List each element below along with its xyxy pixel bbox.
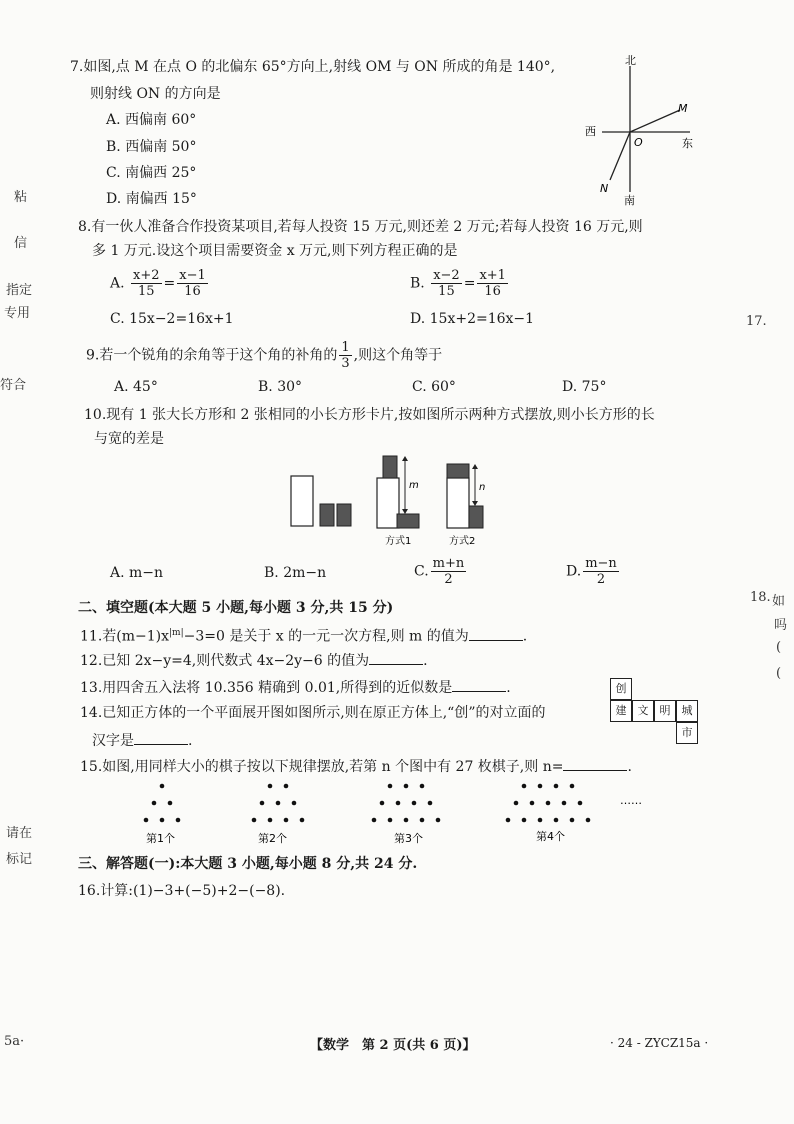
q9-option-c: C. 60° <box>412 379 456 395</box>
q8-text-line2: 多 1 万元.设这个项目需要资金 x 万元,则下列方程正确的是 <box>92 243 458 259</box>
east-label: 东 <box>682 137 693 150</box>
q7-direction-figure <box>580 52 700 212</box>
margin-char: 指定 <box>6 283 33 298</box>
margin-char: 5a· <box>4 1034 25 1049</box>
q9-option-b: B. 30° <box>258 379 303 395</box>
margin-char: 信 <box>14 236 28 251</box>
fraction: $\frac{m+n}{2}$ <box>432 556 465 587</box>
net-cell: 城 <box>676 700 698 722</box>
q14-text-line2: 汉字是 . <box>92 730 192 752</box>
south-label: 南 <box>624 194 635 207</box>
net-cell: 创 <box>610 678 632 700</box>
q10-option-c: C. $\frac{m+n}{2}$ <box>414 556 465 587</box>
option-label: B. <box>410 275 425 292</box>
caption-fig2: 第2个 <box>258 832 287 845</box>
q13-text: 13.用四舍五入法将 10.356 精确到 0.01,所得到的近似数是 . <box>80 677 511 699</box>
margin-char: 专用 <box>4 306 31 321</box>
caption-fig3: 第3个 <box>394 832 423 845</box>
ellipsis: …… <box>620 794 642 807</box>
n-label: N <box>600 182 609 195</box>
page-footer: 【数学 第 2 页(共 6 页)】 <box>310 1038 476 1053</box>
q8-option-d: D. 15x+2=16x−1 <box>410 311 535 327</box>
cube-net-figure <box>610 678 702 748</box>
section-3-heading: 三、解答题(一):本大题 3 小题,每小题 8 分,共 24 分. <box>78 856 418 872</box>
fraction: $\frac{x-1}{16}$ <box>179 268 206 299</box>
o-label: O <box>634 136 643 149</box>
q8-option-a: A. $\frac{x+2}{15}$ = $\frac{x-1}{16}$ <box>110 268 206 299</box>
fraction: $\frac{x+1}{16}$ <box>479 268 506 299</box>
exam-code: · 24 - ZYCZ15a · <box>610 1036 709 1050</box>
net-cell: 建 <box>610 700 632 722</box>
fraction: $\frac{x+2}{15}$ <box>133 268 160 299</box>
west-label: 西 <box>585 125 596 138</box>
q10-text-line2: 与宽的差是 <box>94 431 164 447</box>
margin-char: 请在 <box>6 826 33 841</box>
q7-option-c: C. 南偏西 25° <box>106 165 197 181</box>
answer-blank[interactable] <box>563 756 627 771</box>
margin-char: 标记 <box>6 852 33 867</box>
margin-char: ( <box>776 640 782 655</box>
q7-option-a: A. 西偏南 60° <box>106 112 197 128</box>
q10-option-b: B. 2m−n <box>264 565 327 581</box>
margin-char: ( <box>776 666 782 681</box>
caption-fig4: 第4个 <box>536 830 565 843</box>
q7-option-d: D. 南偏西 15° <box>106 191 197 207</box>
net-cell: 市 <box>676 722 698 744</box>
q10-text-line1: 10.现有 1 张大长方形和 2 张相同的小长方形卡片,按如图所示两种方式摆放,则小长方形的长 <box>84 407 655 423</box>
q9-option-d: D. 75° <box>562 379 607 395</box>
caption-method2: 方式2 <box>449 536 476 547</box>
margin-char: 吗 <box>774 618 788 633</box>
option-label: A. <box>110 275 125 292</box>
q11-text: 11.若$(m-1)x^{|m|}-3=0$ 是关于 x 的一元一次方程,则 m 的值为 . <box>80 622 527 648</box>
net-cell: 文 <box>632 700 654 722</box>
caption-method1: 方式1 <box>385 536 412 547</box>
fraction: $\frac{1}{3}$ <box>341 340 350 371</box>
q15-pattern-figure <box>140 778 660 850</box>
caption-fig1: 第1个 <box>146 832 175 845</box>
n-label: n <box>479 482 486 493</box>
q7-text-line1: 7.如图,点 M 在点 O 的北偏东 65°方向上,射线 OM 与 ON 所成的角是 140°, <box>70 59 556 75</box>
q14-text-line1: 14.已知正方体的一个平面展开图如图所示,则在原正方体上,“创”的对立面的 <box>80 705 546 721</box>
q7-option-b: B. 西偏南 50° <box>106 139 197 155</box>
q8-option-c: C. 15x−2=16x+1 <box>110 311 234 327</box>
q8-option-b: B. $\frac{x-2}{15}$ = $\frac{x+1}{16}$ <box>410 268 506 299</box>
margin-char: 符合 <box>0 378 27 393</box>
q15-text: 15.如图,用同样大小的棋子按以下规律摆放,若第 n 个图中有 27 枚棋子,则 n= . <box>80 756 632 778</box>
margin-char: 粘 <box>14 190 28 205</box>
q7-text-line2: 则射线 ON 的方向是 <box>90 86 221 102</box>
answer-blank[interactable] <box>469 626 523 641</box>
m-label: m <box>409 480 419 491</box>
q9-text: 9.若一个锐角的余角等于这个角的补角的 $\frac{1}{3}$ ,则这个角等于 <box>86 340 443 371</box>
q16-text: 16.计算:(1)−3+(−5)+2−(−8). <box>78 883 286 899</box>
fraction: $\frac{m-n}{2}$ <box>585 556 617 587</box>
net-cell: 明 <box>654 700 676 722</box>
q8-text-line1: 8.有一伙人准备合作投资某项目,若每人投资 15 万元,则还差 2 万元;若每人投资 16 万元,则 <box>78 219 643 235</box>
answer-blank[interactable] <box>369 650 423 665</box>
m-label: M <box>678 102 688 115</box>
q10-rectangle-figure <box>285 450 500 550</box>
margin-char: 18. <box>750 590 771 605</box>
margin-char: 如 <box>772 594 786 609</box>
q10-option-a: A. m−n <box>110 565 164 581</box>
q9-option-a: A. 45° <box>114 379 158 395</box>
q10-option-d: D. $\frac{m-n}{2}$ <box>566 556 617 587</box>
fraction: $\frac{x-2}{15}$ <box>433 268 460 299</box>
north-label: 北 <box>625 54 636 67</box>
section-2-heading: 二、填空题(本大题 5 小题,每小题 3 分,共 15 分) <box>78 600 394 616</box>
margin-char: 17. <box>746 314 767 329</box>
answer-blank[interactable] <box>452 677 506 692</box>
q12-text: 12.已知 2x−y=4,则代数式 4x−2y−6 的值为 . <box>80 650 428 672</box>
answer-blank[interactable] <box>134 730 188 745</box>
